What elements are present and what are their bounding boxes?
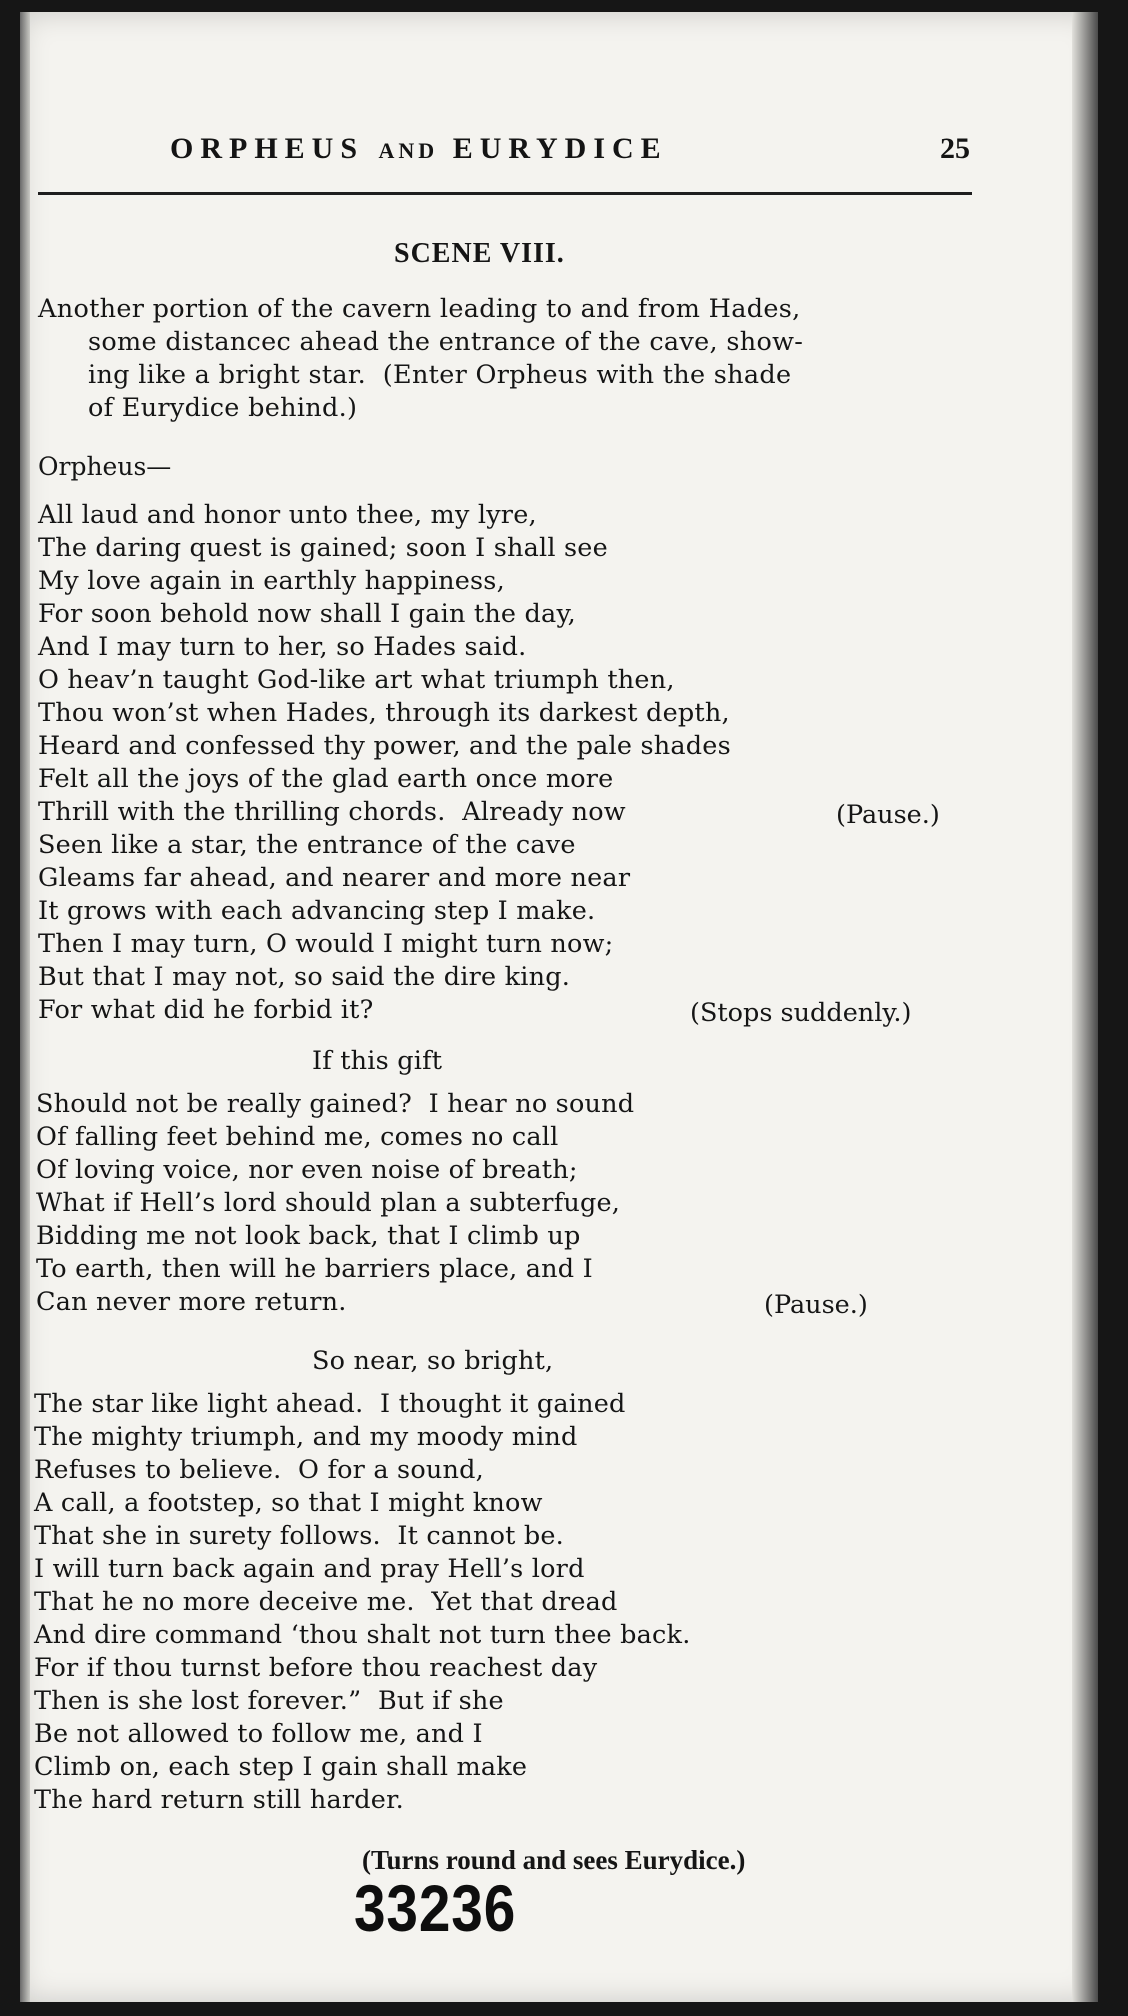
verse-line: I will turn back again and pray Hell’s lord	[34, 1554, 585, 1584]
verse-line: Then is she lost forever.” But if she	[34, 1686, 504, 1716]
verse-line: The star like light ahead. I thought it gained	[34, 1389, 626, 1419]
stage-direction-line: some distancec ahead the entrance of the cave, show-	[88, 327, 804, 357]
speaker-name: Orpheus—	[38, 452, 172, 481]
verse-line: O heav’n taught God-like art what triumph then,	[38, 665, 675, 695]
verse-line: Heard and confessed thy power, and the pale shades	[38, 731, 731, 761]
verse-line: Seen like a star, the entrance of the cave	[38, 830, 576, 860]
verse-line: What if Hell’s lord should plan a subterfuge,	[36, 1188, 621, 1218]
stage-direction-line: of Eurydice behind.)	[88, 393, 358, 423]
header-title-part2: EURYDICE	[452, 132, 668, 165]
verse-line: For what did he forbid it?	[38, 995, 374, 1025]
stage-direction-final: (Turns round and sees Eurydice.)	[362, 1845, 746, 1875]
verse-line: But that I may not, so said the dire king.	[38, 962, 571, 992]
running-header	[170, 132, 668, 166]
verse-line: The daring quest is gained; soon I shall see	[38, 533, 608, 563]
verse-line: Thou won’st when Hades, through its darkest depth,	[38, 698, 730, 728]
verse-line: My love again in earthly happiness,	[38, 566, 505, 596]
stage-cue-pause: (Pause.)	[836, 800, 940, 830]
verse-line: A call, a footstep, so that I might know	[34, 1488, 543, 1518]
verse-line: All laud and honor unto thee, my lyre,	[38, 500, 537, 530]
header-title-part1: ORPHEUS	[170, 132, 365, 165]
verse-line: Climb on, each step I gain shall make	[34, 1752, 528, 1782]
scene-heading: SCENE VIII.	[394, 238, 565, 269]
header-title-and: AND	[378, 138, 439, 163]
verse-line: It grows with each advancing step I make.	[38, 896, 596, 926]
verse-line: Thrill with the thrilling chords. Already now	[38, 797, 626, 827]
page-number: 25	[940, 132, 970, 165]
verse-line: Can never more return.	[36, 1287, 347, 1317]
verse-line: And I may turn to her, so Hades said.	[38, 632, 527, 662]
verse-line: Should not be really gained? I hear no sound	[36, 1089, 635, 1119]
verse-line: To earth, then will he barriers place, and I	[36, 1254, 593, 1284]
verse-line: Refuses to believe. O for a sound,	[34, 1455, 484, 1485]
verse-line: The hard return still harder.	[34, 1785, 404, 1815]
stage-cue-pause: (Pause.)	[764, 1290, 868, 1320]
library-stamp-number: 33236	[354, 1871, 517, 1945]
verse-line: Of loving voice, nor even noise of breath;	[36, 1155, 578, 1185]
verse-line: That she in surety follows. It cannot be.	[34, 1521, 564, 1551]
stage-direction-line: Another portion of the cavern leading to and from Hades,	[38, 294, 801, 324]
verse-half-line: If this gift	[312, 1046, 443, 1076]
verse-line: Gleams far ahead, and nearer and more near	[38, 863, 631, 893]
header-rule	[38, 192, 972, 195]
verse-line: And dire command ‘thou shalt not turn thee back.	[34, 1620, 691, 1650]
verse-line: That he no more deceive me. Yet that dread	[34, 1587, 618, 1617]
verse-half-line: So near, so bright,	[312, 1346, 554, 1376]
verse-line: Of falling feet behind me, comes no call	[36, 1122, 559, 1152]
stage-cue-stops: (Stops suddenly.)	[690, 998, 912, 1028]
verse-line: For soon behold now shall I gain the day,	[38, 599, 576, 629]
verse-line: Felt all the joys of the glad earth once more	[38, 764, 614, 794]
verse-line: Then I may turn, O would I might turn now;	[38, 929, 614, 959]
verse-line: The mighty triumph, and my moody mind	[34, 1422, 578, 1452]
page-edge-shadow	[1072, 12, 1098, 2002]
verse-line: Be not allowed to follow me, and I	[34, 1719, 483, 1749]
stage-direction-line: ing like a bright star. (Enter Orpheus with the shade	[88, 360, 792, 390]
verse-line: For if thou turnst before thou reachest day	[34, 1653, 598, 1683]
page-gutter-shadow	[20, 12, 30, 2002]
verse-line: Bidding me not look back, that I climb up	[36, 1221, 581, 1251]
